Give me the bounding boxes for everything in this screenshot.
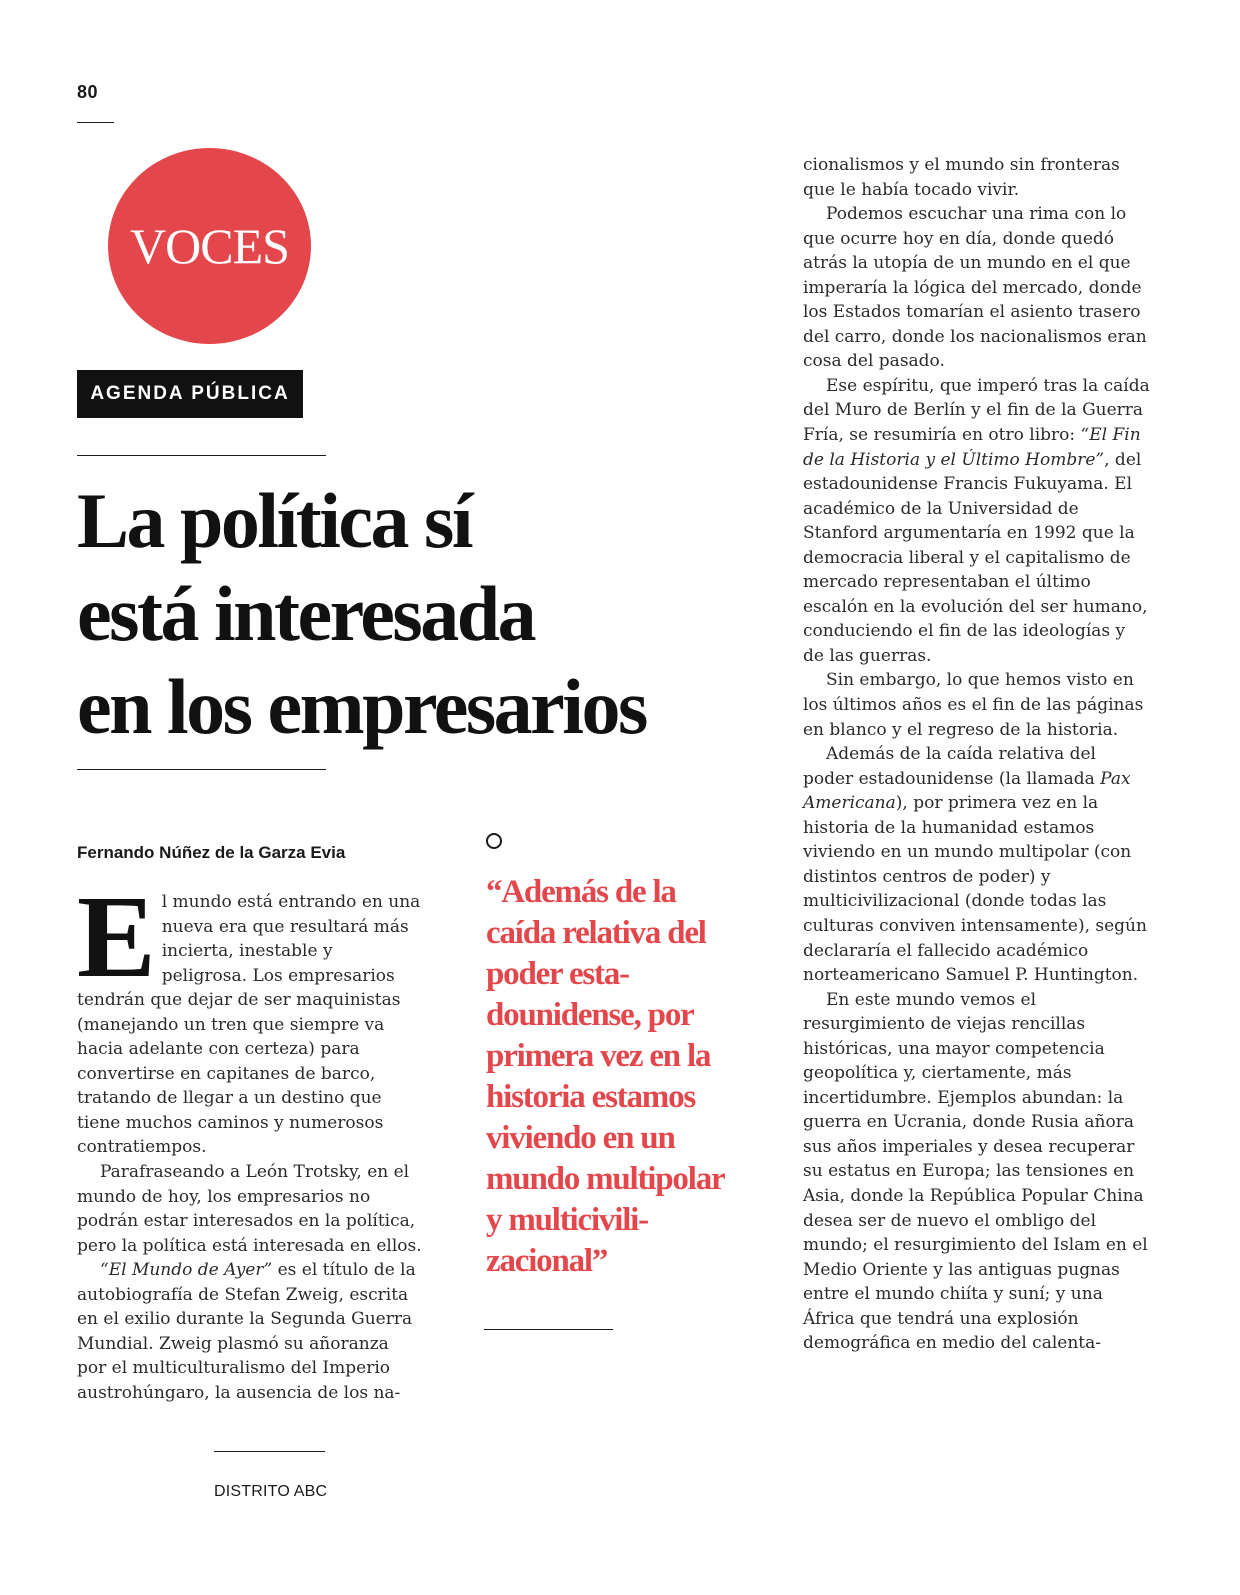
body-paragraph-text: l mundo está entrando en una nueva era que resultará más incierta, inestable y peligrosa. Los empresarios tendrán que dejar de ser maquinistas (manejando un tren que siempre va hacia adelante con certeza) para convertirse en capitanes de barco, tratando de llegar a un destino que tiene muchos caminos y numerosos contratiempos. <box>77 892 421 1158</box>
body-paragraph: En este mundo vemos el resurgimiento de viejas rencillas históricas, una mayor competencia geopolítica y, ciertamente, más incertidumbre. Ejemplos abundan: la guerra en Ucrania, donde Rusia añora sus años imperiales y desea recuperar su estatus en Europa; las tensiones en Asia, donde la República Popular China desea ser de nuevo el ombligo del mundo; el resurgimiento del Islam en el Medio Oriente y las antiguas pugnas entre el mundo chiíta y suní; y una África que tendrá una explosión demográfica en medio del calenta- <box>803 989 1148 1354</box>
body-paragraph-text: ), por primera vez en la historia de la humanidad estamos viviendo en un mundo multipolar (con distintos centros de poder) y multicivilizacional (donde todas las culturas conviven intensamente), según declararía el fallecido académico norteamericano Samuel P. Huntington. <box>803 793 1147 986</box>
body-paragraph <box>803 374 1151 669</box>
body-paragraph: Podemos escuchar una rima con lo que ocurre hoy en día, donde quedó atrás la utopía de un mundo en el que imperaría la lógica del mercado, donde los Estados tomarían el asiento trasero del carro, donde los nacionalismos eran cosa del pasado. <box>803 204 1147 372</box>
section-badge <box>108 148 311 344</box>
body-column-left <box>77 871 422 1405</box>
section-badge-label: VOCES <box>130 218 289 274</box>
body-paragraph <box>77 871 422 1160</box>
headline-line-1: La política sí <box>77 477 472 564</box>
pull-quote-bullet-icon <box>486 833 502 849</box>
body-column-right <box>803 153 1151 1356</box>
body-paragraph <box>803 742 1151 987</box>
publication-footer: DISTRITO ABC <box>214 1483 328 1500</box>
body-paragraph-text: , del estadounidense Francis Fukuyama. El académico de la Universidad de Stanford argumentaría en 1992 que la democracia liberal y el capitalismo de mercado representaban el último escalón en la evolución del ser humano, conduciendo el fin de las ideologías y de las guerras. <box>803 449 1148 666</box>
body-paragraph-text: Además de la caída relativa del poder estadounidense (la llamada <box>803 744 1101 789</box>
headline-bottom-rule <box>77 769 326 770</box>
italic-term: Pax Americana <box>803 768 1131 814</box>
body-paragraph: Parafraseando a León Trotsky, en el mundo de hoy, los empresarios no podrán estar interesados en la política, pero la política está interesada en ellos. <box>77 1162 422 1256</box>
page-number: 80 <box>77 82 99 102</box>
headline-line-2: está interesada <box>77 570 535 657</box>
headline-top-rule <box>77 455 326 456</box>
pull-quote: “Además de la caída relativa del poder estadounidense, por primera vez en la historia estamos viviendo en un mundo multipolar y multicivilizacional” <box>486 874 724 1279</box>
drop-cap: E <box>77 871 156 1002</box>
book-title: “El Fin de la Historia y el Último Hombre” <box>803 425 1141 470</box>
body-paragraph-text: Ese espíritu, que imperó tras la caída del Muro de Berlín y el fin de la Guerra Fría, se resumiría en otro libro: <box>803 375 1150 446</box>
section-tag: AGENDA PÚBLICA <box>77 370 303 418</box>
pull-quote-rule <box>484 1329 613 1330</box>
body-paragraph-text: es el título de la autobiografía de Stefan Zweig, escrita en el exilio durante la Segunda Guerra Mundial. Zweig plasmó su añoranza por el multiculturalismo del Imperio austrohúngaro, la ausencia de los na- <box>77 1260 416 1403</box>
author-byline: Fernando Núñez de la Garza Evia <box>77 843 346 862</box>
headline-line-3: en los empresarios <box>77 663 646 750</box>
book-title: “El Mundo de Ayer” <box>100 1260 273 1281</box>
body-paragraph <box>77 1258 422 1405</box>
body-paragraph: cionalismos y el mundo sin fronteras que le había tocado vivir. <box>803 155 1120 200</box>
page-number-rule <box>77 122 114 123</box>
footer-rule <box>214 1451 325 1452</box>
body-paragraph: Sin embargo, lo que hemos visto en los últimos años es el fin de las páginas en blanco y el regreso de la historia. <box>803 670 1144 740</box>
headline <box>77 474 777 753</box>
